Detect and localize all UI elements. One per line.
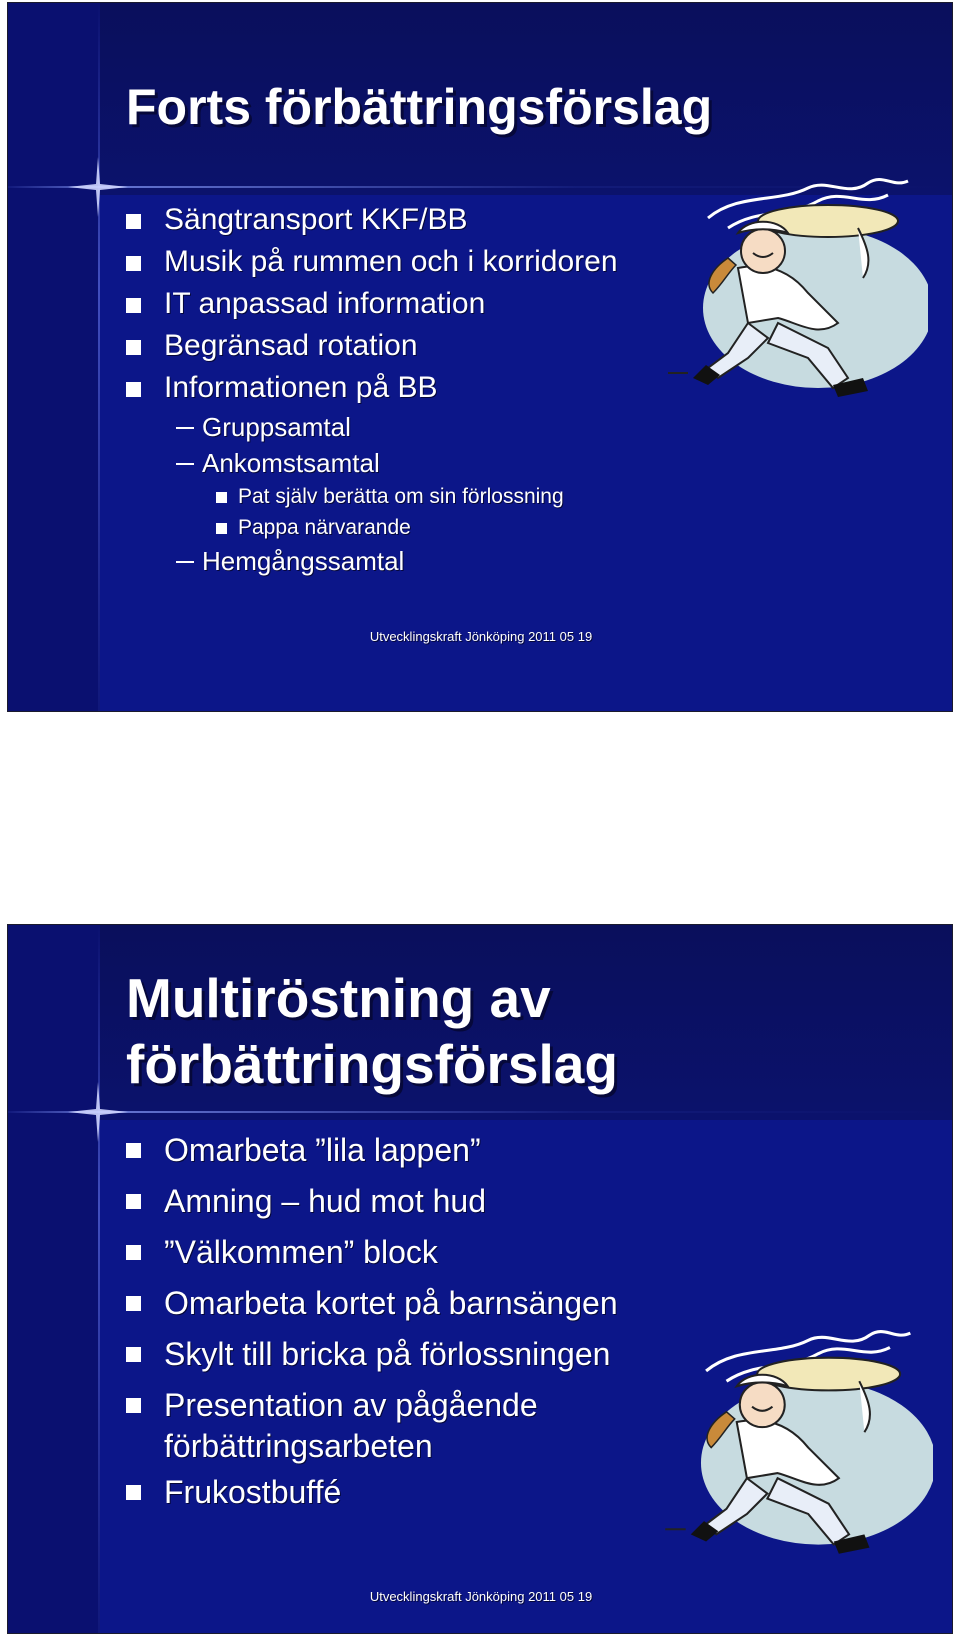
list-item: Musik på rummen och i korridoren	[126, 241, 618, 283]
square-bullet-icon	[216, 523, 227, 534]
dash-bullet-icon	[176, 561, 194, 563]
list-item: IT anpassad information	[126, 283, 618, 325]
sparkle-star-icon	[68, 1082, 128, 1142]
list-item: Begränsad rotation	[126, 325, 618, 367]
square-bullet-icon	[126, 1296, 141, 1311]
sub-list-item: Gruppsamtal	[126, 409, 618, 445]
square-bullet-icon	[126, 1398, 141, 1413]
list-item: Skylt till bricka på förlossningen	[126, 1329, 618, 1380]
list-item: Frukostbuffé	[126, 1467, 618, 1518]
square-bullet-icon	[126, 214, 141, 229]
square-bullet-icon	[126, 340, 141, 355]
sub-sub-list-item: Pat själv berätta om sin förlossning	[126, 481, 618, 512]
slide-title	[126, 965, 618, 1097]
square-bullet-icon	[126, 1245, 141, 1260]
list-item: Omarbeta kortet på barnsängen	[126, 1278, 618, 1329]
decor-horizontal-line	[8, 1111, 953, 1113]
slide-footer: Utvecklingskraft Jönköping 2011 05 19	[369, 629, 593, 644]
square-bullet-icon	[126, 1143, 141, 1158]
sub-list-item: Hemgångssamtal	[126, 543, 618, 579]
sparkle-star-icon	[68, 157, 128, 217]
list-item: Presentation av pågående förbättringsarbeten	[126, 1380, 618, 1467]
square-bullet-icon	[126, 382, 141, 397]
list-item: Sängtransport KKF/BB	[126, 199, 618, 241]
square-bullet-icon	[126, 1347, 141, 1362]
square-bullet-icon	[216, 492, 227, 503]
sub-sub-list-item: Pappa närvarande	[126, 512, 618, 543]
list-item: Amning – hud mot hud	[126, 1176, 618, 1227]
list-item: ”Välkommen” block	[126, 1227, 618, 1278]
square-bullet-icon	[126, 256, 141, 271]
square-bullet-icon	[126, 298, 141, 313]
dash-bullet-icon	[176, 463, 194, 465]
slide-2	[7, 924, 953, 1634]
dash-bullet-icon	[176, 427, 194, 429]
list-item: Omarbeta ”lila lappen”	[126, 1125, 618, 1176]
chef-carrying-pie-clipart	[668, 173, 928, 408]
square-bullet-icon	[126, 1485, 141, 1500]
sub-list-item: Ankomstsamtal	[126, 445, 618, 481]
decor-vertical-line	[98, 3, 100, 711]
chef-carrying-pie-clipart	[663, 1325, 933, 1565]
slide-title-line: Multiröstning av	[126, 967, 551, 1029]
square-bullet-icon	[126, 1194, 141, 1209]
slide-footer: Utvecklingskraft Jönköping 2011 05 19	[369, 1589, 593, 1604]
bullet-list	[126, 1125, 618, 1518]
decor-vertical-line	[98, 925, 100, 1633]
left-column-stripe	[8, 3, 100, 711]
slide-title: Forts förbättringsförslag	[126, 79, 713, 135]
left-column-stripe	[8, 925, 100, 1633]
bullet-list	[126, 199, 618, 579]
list-item: Informationen på BB	[126, 367, 618, 409]
slide-title-line: förbättringsförslag	[126, 1033, 618, 1095]
slide-1	[7, 2, 953, 712]
